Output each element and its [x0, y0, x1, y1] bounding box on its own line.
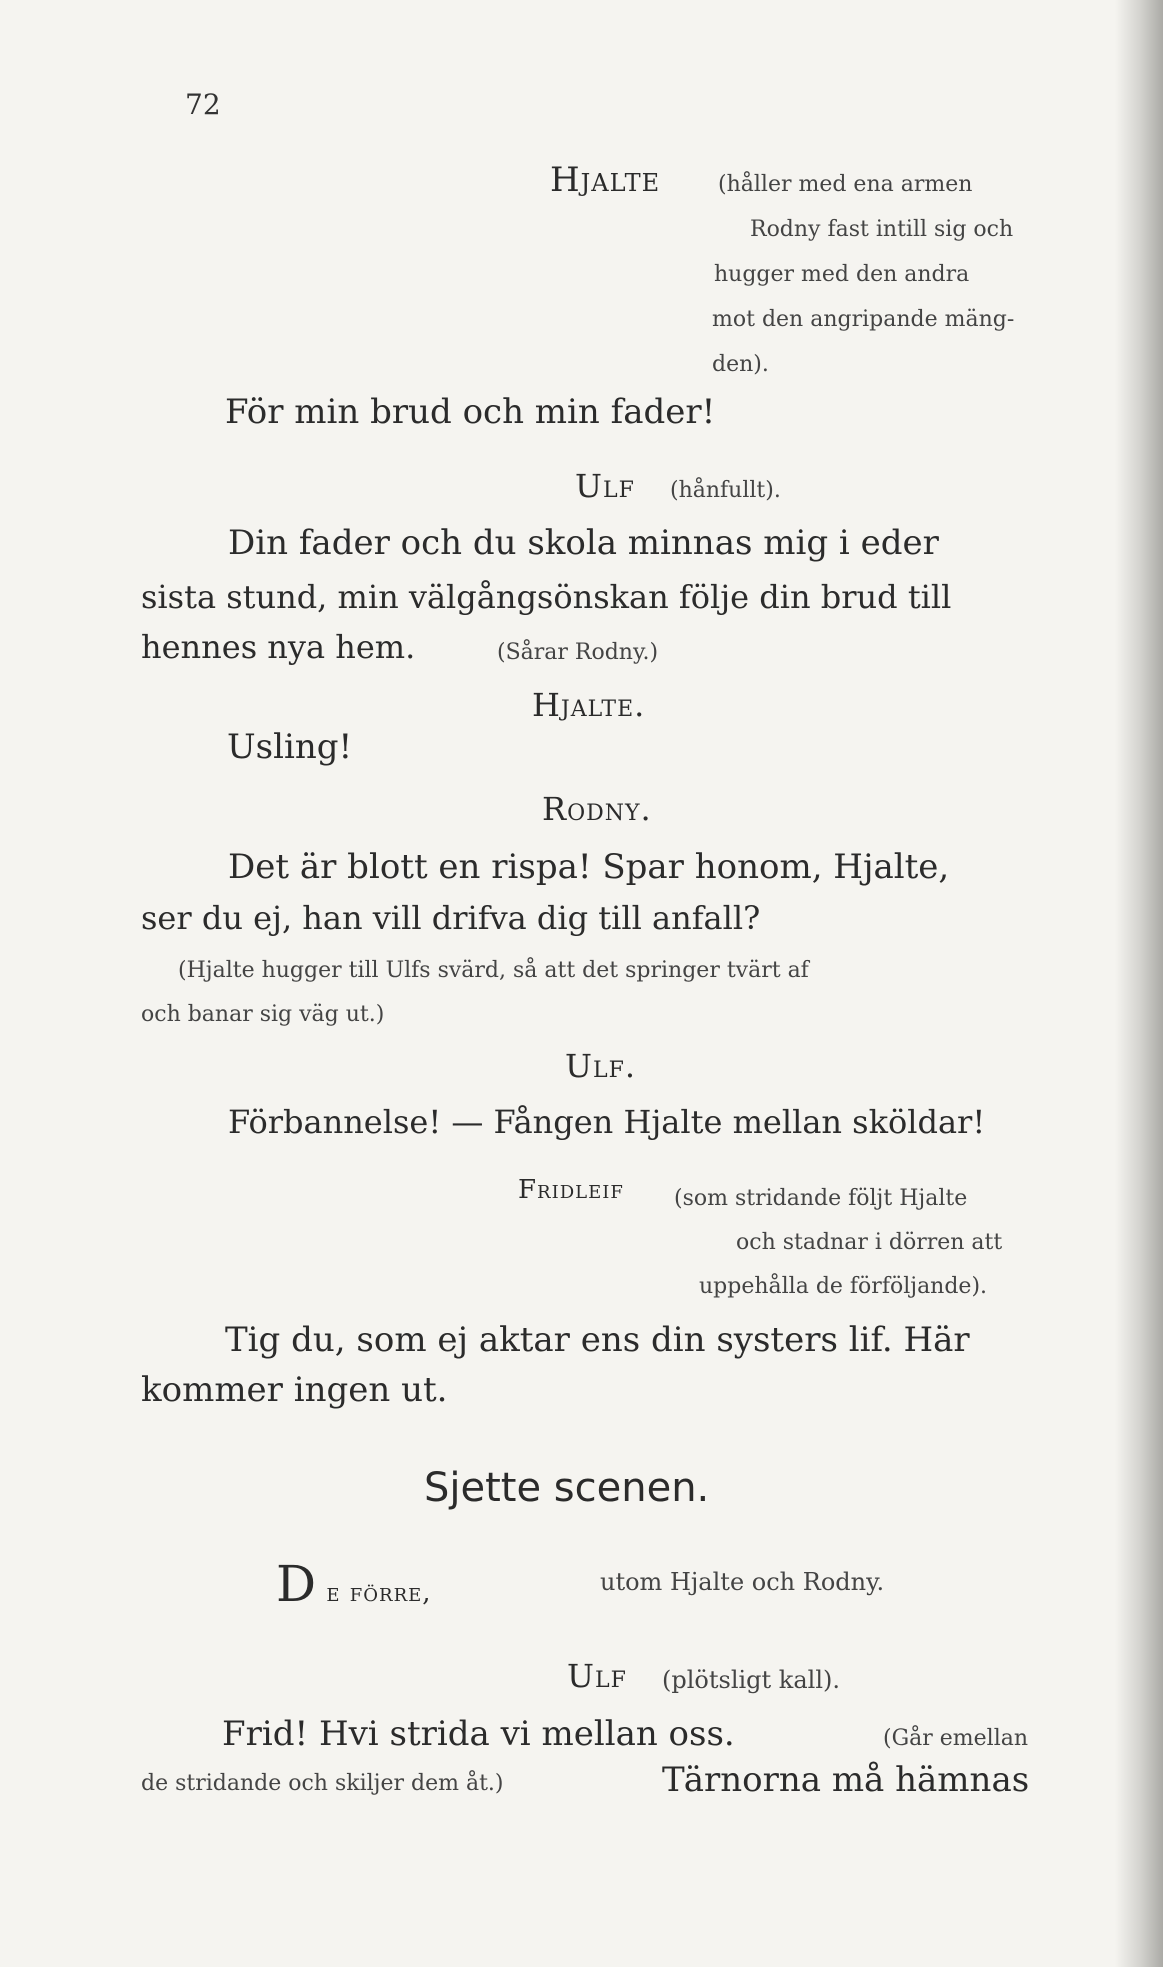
dialogue-line: sista stund, min välgångsönskan följe din brud till — [141, 578, 952, 616]
page-number: 72 — [185, 88, 221, 121]
cast-description: utom Hjalte och Rodny. — [600, 1568, 885, 1596]
dialogue-line: ser du ej, han vill drifva dig till anfall? — [141, 899, 761, 937]
stage-direction: (Sårar Rodny.) — [497, 640, 659, 665]
stage-direction: och stadnar i dörren att — [736, 1230, 1003, 1255]
dialogue-line: Din fader och du skola minnas mig i eder — [228, 523, 939, 563]
dialogue-line: Tärnorna må hämnas — [662, 1760, 1030, 1800]
stage-direction: (hånfullt). — [670, 478, 781, 503]
speaker-ulf: Ulf. — [565, 1047, 637, 1085]
speaker-hjalte: Hjalte — [550, 160, 661, 200]
stage-direction: den). — [712, 352, 769, 377]
drop-initial: D — [276, 1555, 318, 1613]
speaker-ulf: Ulf — [567, 1657, 627, 1695]
speaker-fridleif: Fridleif — [518, 1175, 624, 1205]
scene-title: Sjette scenen. — [424, 1465, 710, 1511]
speaker-ulf: Ulf — [575, 467, 635, 505]
stage-direction: Rodny fast intill sig och — [750, 217, 1014, 242]
stage-direction: (Går emellan — [883, 1726, 1029, 1751]
dialogue-line: Förbannelse! — Fången Hjalte mellan sköldar! — [228, 1103, 986, 1141]
stage-direction: och banar sig väg ut.) — [141, 1002, 385, 1027]
dialogue-line: För min brud och min fader! — [225, 392, 716, 432]
stage-direction: (plötsligt kall). — [662, 1666, 840, 1694]
dialogue-line: kommer ingen ut. — [141, 1370, 448, 1410]
scene-cast-heading — [276, 1555, 432, 1613]
dialogue-line: Tig du, som ej aktar ens din systers lif. Här — [225, 1320, 970, 1360]
speaker-hjalte: Hjalte. — [532, 686, 646, 724]
dialogue-line: Det är blott en rispa! Spar honom, Hjalte, — [228, 847, 950, 887]
dialogue-line: Frid! Hvi strida vi mellan oss. — [222, 1714, 735, 1754]
stage-direction: hugger med den andra — [714, 262, 970, 287]
stage-direction: uppehålla de förföljande). — [699, 1274, 988, 1299]
stage-direction: mot den angripande mäng- — [712, 307, 1015, 332]
stage-direction: de stridande och skiljer dem åt.) — [141, 1771, 504, 1796]
stage-direction: (Hjalte hugger till Ulfs svärd, så att det springer tvärt af — [178, 958, 809, 983]
cast-smallcaps: e förre, — [326, 1578, 432, 1608]
stage-direction: (som stridande följt Hjalte — [674, 1186, 968, 1211]
stage-direction: (håller med ena armen — [718, 172, 973, 197]
dialogue-line: Usling! — [227, 727, 353, 767]
speaker-rodny: Rodny. — [542, 790, 652, 828]
dialogue-line: hennes nya hem. — [141, 628, 416, 666]
